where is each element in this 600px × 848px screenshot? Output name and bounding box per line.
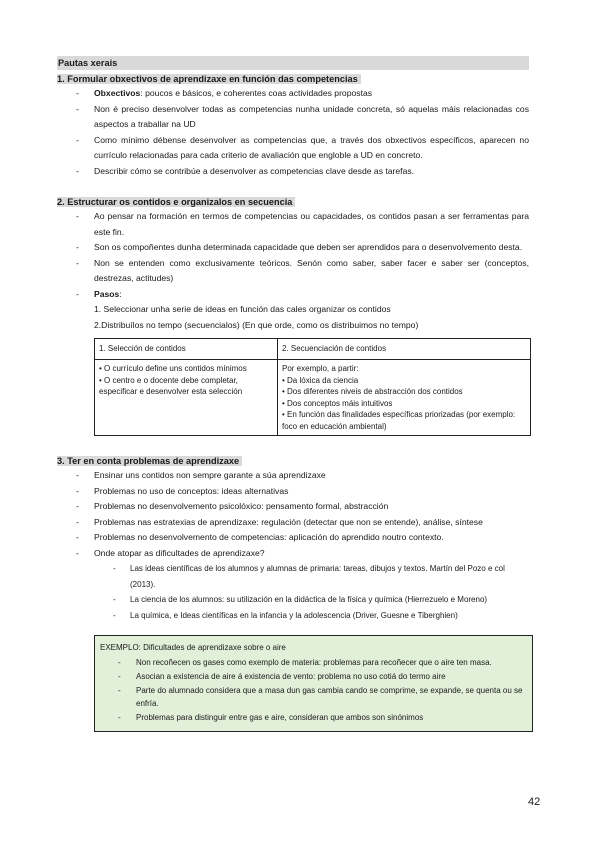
item-text: Non é preciso desenvolver todas as competencias nunha unidade concreta, só aquelas máis relacionadas cos aspectos a traballar na UD bbox=[94, 103, 529, 129]
cell-intro: Por exemplo, a partir: bbox=[282, 364, 359, 373]
cell-line: • En función das finalidades específicas priorizadas (por exemplo: foco en educación ambiental) bbox=[282, 410, 516, 431]
cell-line: • Dos diferentes niveis de abstracción dos contidos bbox=[282, 387, 463, 396]
page-heading: Pautas xerais bbox=[57, 56, 529, 70]
cell-line: • O centro e o docente debe completar, especificar e desenvolver esta selección bbox=[99, 375, 243, 396]
section-1-list bbox=[57, 86, 529, 179]
section-2-heading bbox=[57, 195, 529, 209]
list-item bbox=[57, 102, 529, 133]
table-header-sequencing: 2. Secuenciación de contidos bbox=[278, 339, 531, 360]
section-2-title: 2. Estructurar os contidos e organizalos en secuencia bbox=[57, 197, 295, 207]
list-item: - Problemas no desenvolvemento psicolóxico: pensamento formal, abstracción bbox=[57, 499, 529, 515]
section-1-heading bbox=[57, 72, 529, 86]
references-list bbox=[57, 561, 529, 623]
section-2-list bbox=[57, 209, 529, 302]
example-box bbox=[94, 635, 533, 732]
reference-item: - Las ideas científicas de los alumnos y alumnas de primaria: tareas, dibujos y textos. Martín del Pozo e col (2013). bbox=[57, 561, 529, 592]
list-item bbox=[57, 164, 529, 180]
step-1: 1. Seleccionar unha serie de ideas en función das cales organizar os contidos bbox=[94, 304, 391, 314]
section-1-title: 1. Formular obxectivos de aprendizaxe en función das competencias bbox=[57, 74, 361, 84]
list-item: - Problemas no desenvolvemento de competencias: aplicación do aprendido noutro contexto. bbox=[57, 530, 529, 546]
document-page bbox=[57, 56, 529, 732]
section-3-list bbox=[57, 468, 529, 561]
list-item bbox=[57, 133, 529, 164]
section-3-heading bbox=[57, 454, 529, 468]
example-item: - Asocian a existencia de aire á existencia de vento: problema no uso cotiá do termo aire bbox=[100, 670, 527, 684]
list-item: - Pasos: bbox=[57, 287, 529, 303]
table-header-selection: 1. Selección de contidos bbox=[95, 339, 278, 360]
item-text: : poucos e básicos, e coherentes coas actividades propostas bbox=[140, 88, 373, 98]
cell-line: • Dos conceptos máis intuitivos bbox=[282, 398, 393, 408]
reference-item: - La ciencia de los alumnos: su utilización en la didáctica de la física y química (Hierrezuelo e Moreno) bbox=[57, 592, 529, 608]
contents-table bbox=[94, 338, 531, 436]
steps-label: Pasos bbox=[94, 288, 120, 299]
list-item: - Onde atopar as dificultades de aprendizaxe? bbox=[57, 546, 529, 562]
list-item bbox=[57, 86, 529, 102]
table-cell-selection bbox=[95, 360, 278, 436]
page-number: 42 bbox=[528, 796, 541, 808]
example-list bbox=[100, 656, 527, 725]
table-cell-sequencing bbox=[278, 360, 531, 436]
example-item: - Problemas para distinguir entre gas e aire, consideran que ambos son sinónimos bbox=[100, 711, 527, 725]
list-item: - Non se entenden como exclusivamente teóricos. Senón como saber, saber facer e saber ser (conceptos, destrezas, actitudes) bbox=[57, 256, 529, 287]
step-2: 2.Distribuílos no tempo (secuencialos) (En que orde, como os distribuimos no tempo) bbox=[94, 319, 419, 330]
list-item: - Ao pensar na formación en termos de competencias ou capacidades, os contidos pasan a ser ferramentas para este fin. bbox=[57, 209, 529, 240]
list-item: - Problemas nas estratexias de aprendizaxe: regulación (detectar que non se entende), análise, síntese bbox=[57, 515, 529, 531]
bold-term: Obxectivos bbox=[94, 88, 141, 98]
item-text: Describir cómo se contribúe a desenvolver as competencias clave desde as tarefas. bbox=[94, 165, 415, 176]
item-text: Como mínimo débense desenvolver as competencias que, a través dos obxectivos específicos, aparecen no currículo relacionadas para cada criterio de avaliación que engloble a UD en concreto. bbox=[94, 134, 529, 160]
cell-line: • Da lóxica da ciencia bbox=[282, 375, 359, 385]
section-3-title: 3. Ter en conta problemas de aprendizaxe bbox=[57, 456, 242, 466]
list-item: - Problemas no uso de conceptos: ideas alternativas bbox=[57, 484, 529, 500]
list-item: - Ensinar uns contidos non sempre garante a súa aprendizaxe bbox=[57, 468, 529, 484]
list-item: - Son os compoñentes dunha determinada capacidade que deben ser aprendidos para o desenvolvemento desta. bbox=[57, 240, 529, 256]
example-title: EXEMPLO: Dificultades de aprendizaxe sobre o aire bbox=[100, 643, 286, 652]
example-item: - Parte do alumnado considera que a masa dun gas cambia cando se comprime, se expande, se quenta ou se enfría. bbox=[100, 684, 527, 712]
reference-item: - La química, e Ideas científicas en la infancia y la adolescencia (Driver, Guesne e Tiberghien) bbox=[57, 608, 529, 624]
example-item: - Non recoñecen os gases como exemplo de materia: problemas para recoñecer que o aire ten masa. bbox=[100, 656, 527, 670]
cell-line: • O currículo define uns contidos mínimos bbox=[99, 364, 247, 373]
